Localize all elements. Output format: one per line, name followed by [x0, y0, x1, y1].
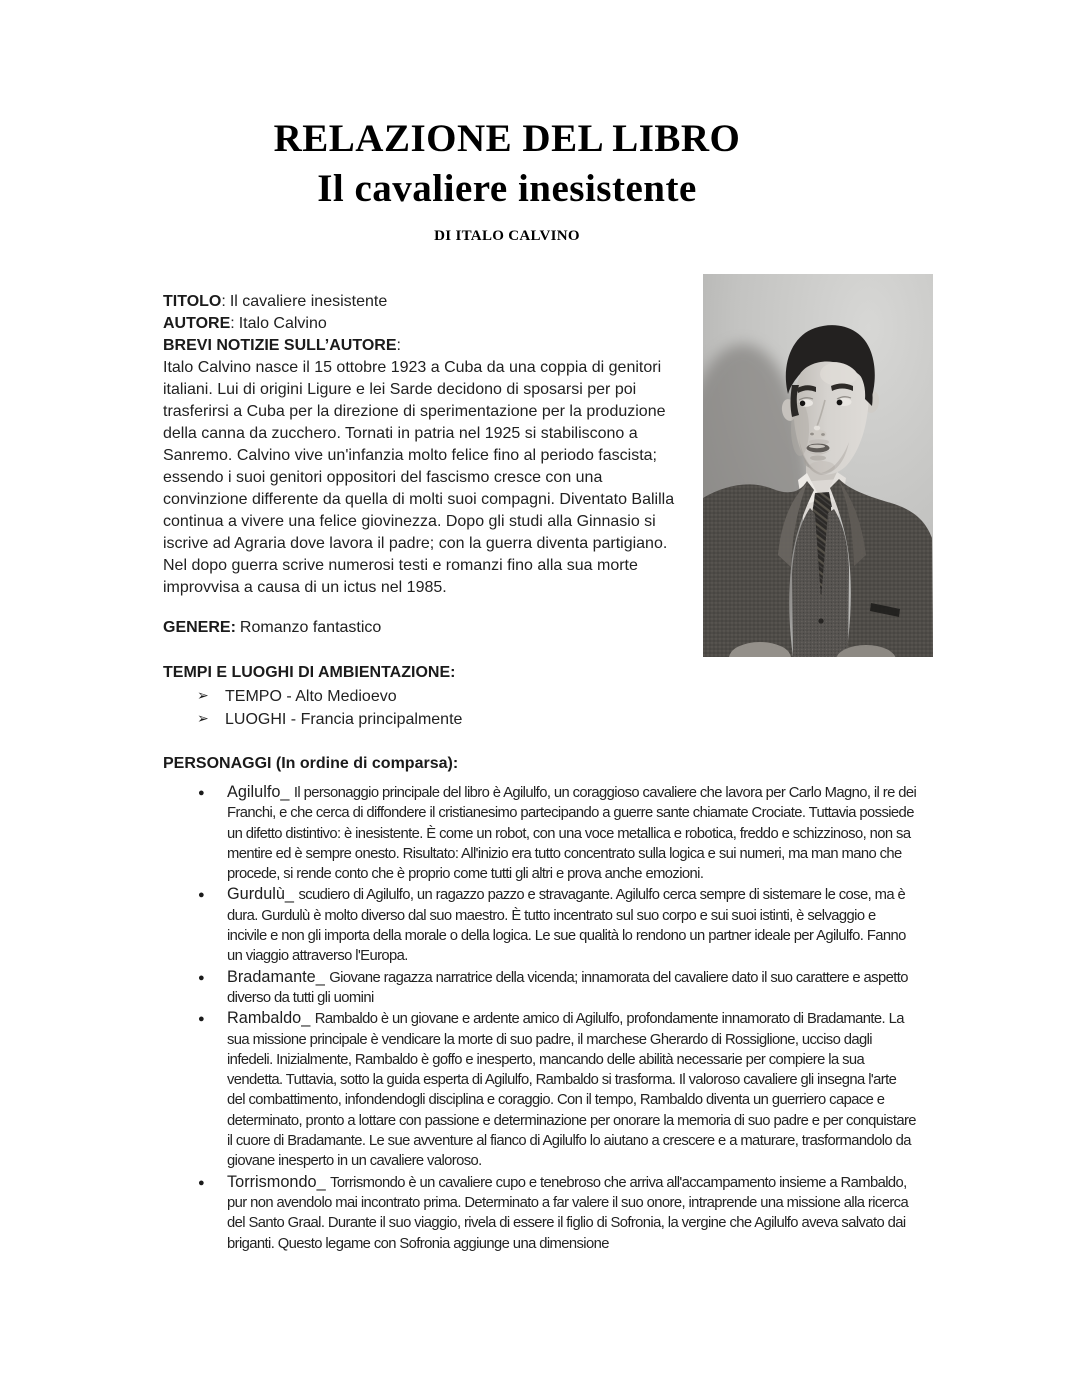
- character-name: Rambaldo_: [227, 1009, 311, 1028]
- field-autore-label: AUTORE: [163, 315, 231, 332]
- list-item-text: LUOGHI - Francia principalmente: [225, 711, 463, 728]
- list-item: [163, 708, 783, 731]
- field-autore-sep: :: [230, 315, 235, 332]
- field-brevi-label: BREVI NOTIZIE SULL’AUTORE: [163, 337, 397, 354]
- dot-bullet-icon: ●: [198, 971, 205, 984]
- personaggi-list: [163, 782, 917, 1254]
- page-title-line2: Il cavaliere inesistente: [317, 167, 697, 210]
- field-autore-value: Italo Calvino: [238, 315, 327, 332]
- character-name: Gurdulù_: [227, 885, 294, 904]
- list-item: [163, 685, 783, 708]
- character-description: Rambaldo è un giovane e ardente amico di Agilulfo, profondamente innamorato di Bradamante. La sua missione principale è vendicare la morte di suo padre, il marchese Gherardo di Rossiglione, ucciso dagli infedeli. Inizialmente, Rambaldo è goffo e inesperto, mancando delle abilità necessarie per compiere la sua vendetta. Tuttavia, sotto la guida esperta di Agilulfo, Rambaldo si trasforma. Il valoroso cavaliere gli insegna l'arte del combattimento, infondendogli disciplina e coraggio. Con il tempo, Rambaldo diventa un guerriero capace e determinato, pronto a lottare con passione e determinazione per onorare la memoria di suo padre e per conquistare il cuore di Bradamante. Le sue avventure al fianco di Agilulfo lo aiutano a crescere e a maturare, trasformandolo da giovane inesperto in un cavaliere valoroso.: [227, 1011, 916, 1170]
- character-name: Agilulfo_: [227, 783, 290, 801]
- author-portrait-image: [703, 274, 933, 657]
- page-subtitle: DI ITALO CALVINO: [434, 228, 580, 244]
- list-item-text: TEMPO - Alto Medioevo: [225, 688, 397, 705]
- character-item: [163, 1172, 917, 1254]
- dot-bullet-icon: ●: [198, 787, 205, 799]
- field-autore: [163, 313, 691, 335]
- character-description: Giovane ragazza narratrice della vicenda; innamorata del cavaliere dato il suo carattere e aspetto diverso da tutti gli uomini: [227, 969, 908, 1006]
- field-titolo-value: Il cavaliere inesistente: [229, 293, 388, 310]
- character-item: [163, 782, 917, 884]
- character-description: Il personaggio principale del libro è Agilulfo, un coraggioso cavaliere che lavora per Carlo Magno, il re dei Franchi, e che cerca di diffondere il cristianesimo partecipando a guerre sante chiamate Crociate. Tuttavia possiede un difetto distintivo: è inesistente. È come un robot, con una voce metallica e robotica, freddo e schizzinoso, non sa mentire ed è sempre onesto. Risultato: All'inizio era tutto concentrato sulla logica e sui numeri, ma man mano che procede, si rende conto che è proprio come tutti gli altri e prova anche emozioni.: [227, 785, 917, 883]
- arrow-bullet-icon: ➢: [197, 688, 209, 704]
- character-description: scudiero di Agilulfo, un ragazzo pazzo e stravagante. Agilulfo cerca sempre di sistemare le cose, ma è dura. Gurdulù è molto diverso dal suo maestro. È tutto incentrato sul suo corpo e sui suoi istinti, è selvaggio e incivile e non gli importa della morale o della logica. Le sue qualità lo rendono un partner ideale per Agilulfo. Fanno un viaggio attraverso l'Europa.: [227, 887, 906, 965]
- ambientazione-heading: TEMPI E LUOGHI DI AMBIENTAZIONE:: [163, 664, 456, 681]
- field-brevi-notizie: [163, 335, 691, 357]
- dot-bullet-icon: ●: [198, 1013, 205, 1026]
- personaggi-section: [163, 753, 917, 1254]
- title-block: [0, 114, 1014, 245]
- field-genere-label: GENERE:: [163, 619, 236, 636]
- character-name: Torrismondo_: [227, 1172, 326, 1191]
- character-item: [163, 967, 917, 1009]
- ambientazione-section: [163, 662, 783, 731]
- field-titolo-sep: :: [221, 293, 226, 310]
- book-info-block: [163, 291, 691, 599]
- field-titolo-label: TITOLO: [163, 293, 222, 310]
- character-description: Torrismondo è un cavaliere cupo e tenebroso che arriva all'accampamento insieme a Rambaldo, pur non avendolo mai incontrato prima. Determinato a far valere il suo onore, intraprende una missione alla ricerca del Santo Graal. Durante il suo viaggio, rivela di essere il figlio di Sofronia, la vergine che Agilulfo aveva salvato dai briganti. Questo legame con Sofronia aggiunge una dimensione: [227, 1174, 909, 1252]
- dot-bullet-icon: ●: [198, 889, 205, 902]
- field-genere-value: Romanzo fantastico: [239, 619, 382, 636]
- arrow-bullet-icon: ➢: [197, 711, 209, 727]
- page-title-line1: RELAZIONE DEL LIBRO: [273, 117, 741, 160]
- field-titolo: [163, 291, 691, 313]
- character-item: [163, 1008, 917, 1171]
- author-photo: [703, 274, 933, 657]
- author-bio-paragraph: Italo Calvino nasce il 15 ottobre 1923 a Cuba da una coppia di genitori italiani. Lui di origini Ligure e lei Sarde decidono di sposarsi per poi trasferirsi a Cuba per la direzione di sperimentazione per la produzione della canna da zucchero. Tornati in patria nel 1925 si stabiliscono a Sanremo. Calvino vive un'infanzia molto felice fino al periodo fascista; essendo i suoi genitori oppositori del fascismo cresce con una convinzione differente da quella di molti suoi compagni. Diventato Balilla continua a vivere una felice giovinezza. Dopo gli studi alla Ginnasio si iscrive ad Agraria dove lavora il padre; con la guerra diventa partigiano. Nel dopo guerra scrive numerosi testi e romanzi fino alla sua morte improvvisa a causa di un ictus nel 1985.: [163, 359, 675, 596]
- ambientazione-list: [163, 685, 783, 731]
- field-genere: [163, 617, 381, 639]
- character-name: Bradamante_: [227, 967, 325, 986]
- character-item: [163, 884, 917, 966]
- personaggi-heading: PERSONAGGI (In ordine di comparsa):: [163, 755, 459, 772]
- dot-bullet-icon: ●: [198, 1176, 205, 1189]
- field-brevi-sep: :: [396, 337, 401, 354]
